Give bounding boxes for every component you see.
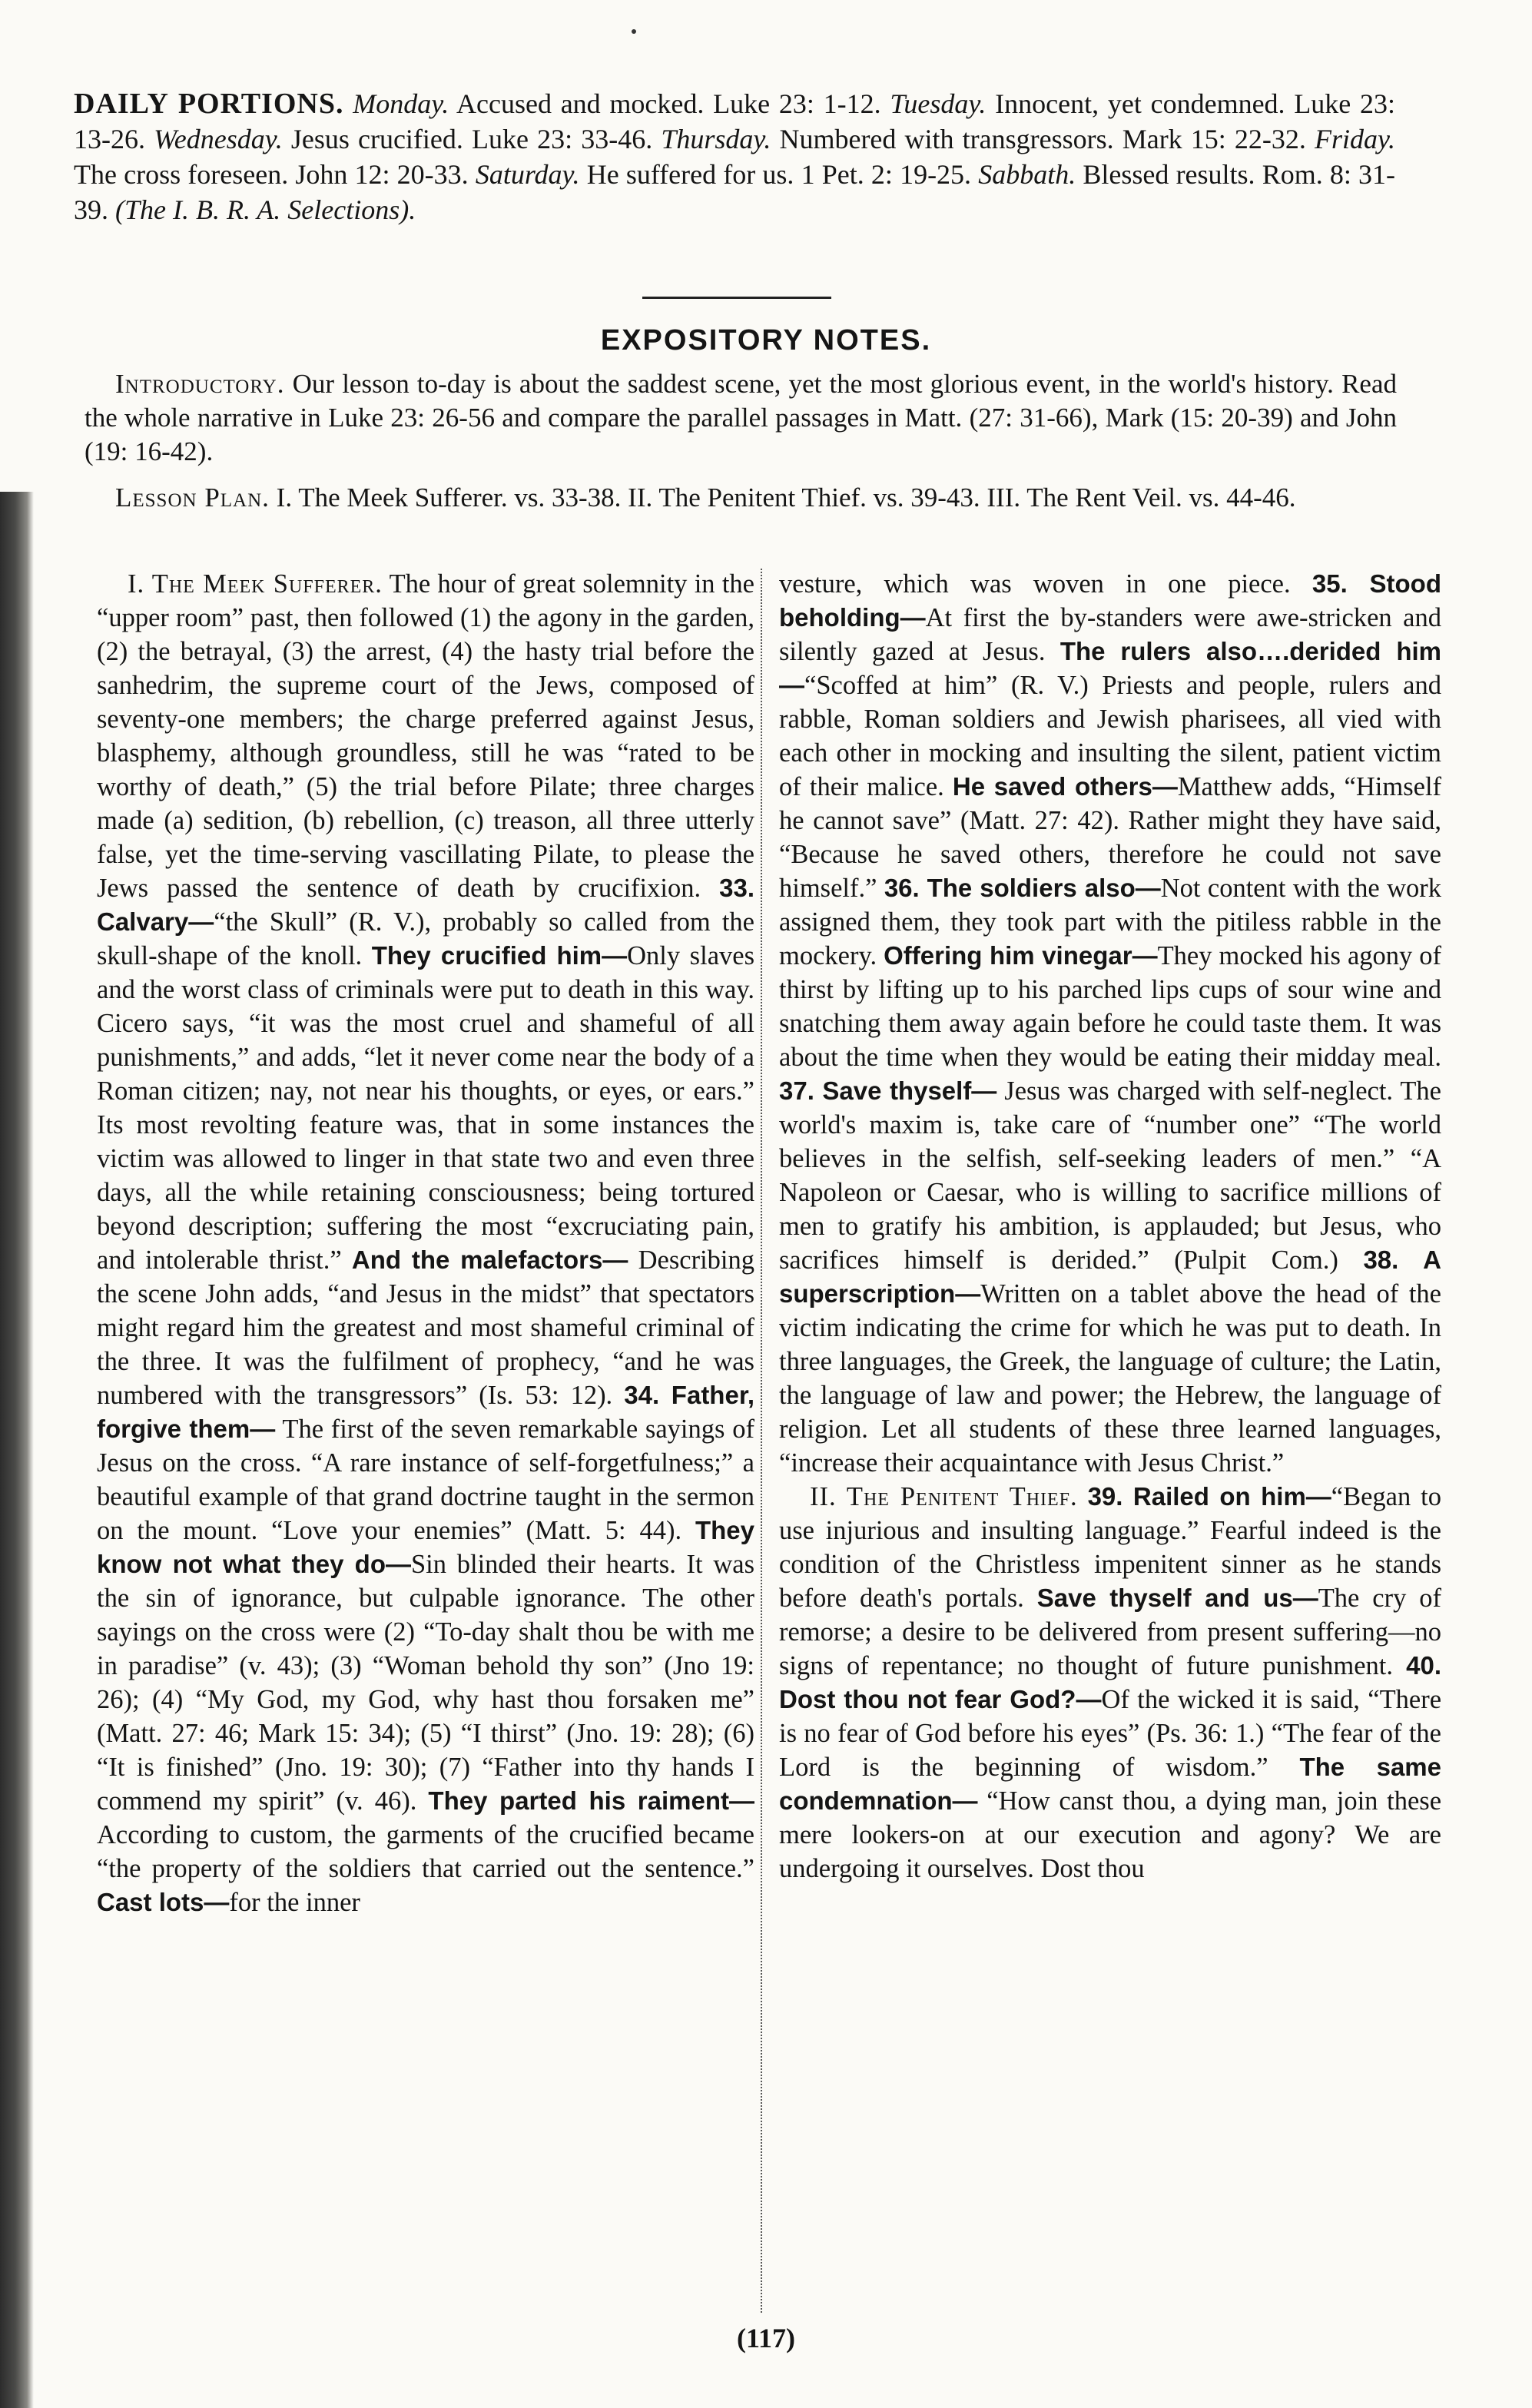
penitent-thief-paragraph xyxy=(779,1480,1441,1886)
keyword-soldiers-also: 36. The soldiers also— xyxy=(884,874,1161,902)
body-text: They mocked his agony of thirst by lifting up to his parched lips cups of sour wine and snatching them away again before he could taste them. It was about the time when they would be eating their midday meal. xyxy=(779,941,1442,1072)
day-friday: Friday. xyxy=(1315,124,1395,154)
body-text: At first the by-standers were awe-stricken and silently gazed at Jesus. xyxy=(779,603,1441,666)
introductory-paragraph xyxy=(85,367,1397,469)
keyword-save-thyself: 37. Save thyself— xyxy=(779,1076,997,1105)
selections-credit: (The I. B. R. A. Selections). xyxy=(115,194,416,225)
body-text: vesture, which was woven in one piece. xyxy=(779,569,1291,599)
day-tuesday: Tuesday. xyxy=(890,88,987,119)
day-saturday: Saturday. xyxy=(475,159,580,190)
reading-wednesday: Jesus crucified. Luke 23: 33-46. xyxy=(290,124,653,154)
keyword-stood-beholding: 35. Stood beholding— xyxy=(779,569,1441,632)
day-thursday: Thursday. xyxy=(661,124,771,154)
reading-monday: Accused and mocked. Luke 23: 1-12. xyxy=(456,88,881,119)
reading-friday: The cross foreseen. John 12: 20-33. xyxy=(74,159,469,190)
reading-sabbath: Blessed results. Rom. 8: 31-39. xyxy=(74,159,1396,225)
day-monday: Monday. xyxy=(353,88,449,119)
body-text: Matthew adds, “Himself he cannot save” (Matt. 27: 42). Rather might they have said, “Because he saved others, therefore he could not save himself.” xyxy=(779,772,1442,903)
body-text: Describing the scene John adds, “and Jesus in the midst” that spectators might regard him the greatest and most shameful criminal of the three. It was the fulfilment of prophecy, “and he was numbered with the transgressors” (Is. 53: 12). xyxy=(97,1245,754,1410)
keyword-father-forgive: 34. Father, forgive them— xyxy=(97,1381,755,1443)
body-text: for the inner xyxy=(229,1888,360,1917)
body-text: The first of the seven remarkable sayings of Jesus on the cross. “A rare instance of self-forgetfulness;” a beautiful example of that grand doctrine taught in the sermon on the mount. “Love your enemies” (Matt. 5: 44). xyxy=(97,1415,754,1545)
body-text: Not content with the work assigned them, they took part with the pitiless rabble in the mockery. xyxy=(779,874,1441,970)
day-sabbath: Sabbath. xyxy=(978,159,1076,190)
lesson-plan-label: Lesson Plan. xyxy=(115,483,270,512)
introductory-label: Introductory. xyxy=(115,369,285,399)
keyword-parted-raiment: They parted his raiment— xyxy=(428,1786,754,1815)
introductory-text: Our lesson to-day is about the saddest scene, yet the most glorious event, in the world's history. Read the whole narrative in Luke 23: 26-56 and compare the parallel passages in Matt. (27: 31-66), Mark (15: 20-39) and John (19: 16-42). xyxy=(85,369,1397,466)
body-text: The cry of remorse; a desire to be delivered from present suffering—no signs of repentance; no thought of future punishment. xyxy=(779,1584,1441,1680)
keyword-rulers-derided: The rulers also….derided him— xyxy=(779,637,1442,699)
keyword-crucified: They crucified him— xyxy=(371,941,628,970)
keyword-malefactors: And the malefactors— xyxy=(351,1245,628,1274)
keyword-fear-god: 40. Dost thou not fear God?— xyxy=(779,1651,1441,1713)
keyword-know-not: They know not what they do— xyxy=(97,1516,754,1578)
reading-tuesday: Innocent, yet condemned. Luke 23: 13-26. xyxy=(74,88,1396,154)
body-text: “How canst thou, a dying man, join these mere lookers-on at our execution and agony? We are undergoing it ourselves. Dost thou xyxy=(779,1786,1442,1883)
column-divider xyxy=(761,569,762,2313)
keyword-save-thyself-and-us: Save thyself and us— xyxy=(1036,1584,1318,1612)
right-column-text xyxy=(779,567,1441,1480)
keyword-same-condemnation: The same condemnation— xyxy=(779,1753,1441,1815)
scan-speck xyxy=(632,29,636,34)
daily-portions-heading: DAILY PORTIONS. xyxy=(74,88,344,120)
page-number: (117) xyxy=(737,2323,795,2353)
reading-saturday: He suffered for us. 1 Pet. 2: 19-25. xyxy=(586,159,972,190)
daily-portions xyxy=(74,86,1395,227)
section-heading-penitent-thief: II. The Penitent Thief. xyxy=(810,1482,1078,1511)
keyword-superscription: 38. A superscription— xyxy=(779,1245,1442,1308)
section-heading-meek-sufferer: I. The Meek Sufferer. xyxy=(128,569,383,599)
keyword-railed: 39. Railed on him— xyxy=(1087,1482,1331,1511)
body-text: Sin blinded their hearts. It was the sin of ignorance, but culpable ignorance. The other sayings on the cross were (2) “To-day shalt thou be with me in paradise” (v. 43); (3) “Woman behold thy son” (Jno 19: 26); (4) “My God, my God, why hast thou forsaken me” (Matt. 27: 46; Mark 15: 34); (5) “I thirst” (Jno. 19: 28); (6) “It is finished” (Jno. 19: 30); (7) “Father into thy hands I commend my spirit” (v. 46). xyxy=(97,1550,754,1816)
lesson-plan-paragraph xyxy=(85,481,1397,515)
keyword-cast-lots: Cast lots— xyxy=(97,1888,230,1916)
body-text: Of the wicked it is said, “There is no fear of God before his eyes” (Ps. 36: 1.) “The fear of the Lord is the beginning of wisdom.” xyxy=(779,1685,1442,1782)
body-text: The hour of great solemnity in the “upper room” past, then followed (1) the agony in the garden, (2) the betrayal, (3) the arrest, (4) the hasty trial before the sanhedrim, the supreme court of the Jews, composed of seventy-one members; the charge preferred against Jesus, blasphemy, although groundless, still he was “rated to be worthy of death,” (5) the trial before Pilate; three charges made (a) sedition, (b) rebellion, (c) treason, all three utterly false, yet the time-serving vascillating Pilate, to please the Jews passed the sentence of death by crucifixion. xyxy=(97,569,754,903)
right-column xyxy=(779,567,1441,1886)
keyword-saved-others: He saved others— xyxy=(952,772,1178,801)
keyword-offering-vinegar: Offering him vinegar— xyxy=(884,941,1158,970)
reading-thursday: Numbered with transgressors. Mark 15: 22-32. xyxy=(779,124,1306,154)
introduction xyxy=(85,367,1397,527)
body-text: “Began to use injurious and insulting language.” Fearful indeed is the condition of the Christless impenitent sinner as he stands before death's portals. xyxy=(779,1482,1441,1613)
left-column-text xyxy=(97,567,754,1919)
body-text: “Scoffed at him” (R. V.) Priests and people, rulers and rabble, Roman soldiers and Jewish pharisees, all vied with each other in mocking and insulting the silent, patient victim of their malice. xyxy=(779,671,1441,801)
body-text: Jesus was charged with self-neglect. The world's maxim is, take care of “number one” “The world believes in the selfish, self-seeking leaders of men.” “A Napoleon or Caesar, who is willing to sacrifice millions of men to gratify his ambition, is applauded; but Jesus, who sacrifices himself is derided.” (Pulpit Com.) xyxy=(779,1076,1441,1275)
page-title: EXPOSITORY NOTES. xyxy=(600,324,932,357)
body-text: Only slaves and the worst class of criminals were put to death in this way. Cicero says, “it was the most cruel and shameful of all punishments,” and adds, “let it never come near the body of a Roman citizen; nay, not near his thoughts, or eyes, or ears.” Its most revolting feature was, that in some instances the victim was allowed to linger in that state two and even three days, all the while retaining consciousness; being tortured beyond description; suffering the most “excruciating pain, and intolerable thrist.” xyxy=(97,941,754,1275)
body-text: Written on a tablet above the head of the victim indicating the crime for which he was put to death. In three languages, the Greek, the language of culture; the Latin, the language of law and power; the Hebrew, the language of religion. Let all students of these three learned languages, “increase their acquaintance with Jesus Christ.” xyxy=(779,1279,1441,1478)
keyword-calvary: 33. Calvary— xyxy=(97,874,754,936)
day-wednesday: Wednesday. xyxy=(154,124,283,154)
lesson-plan-text: I. The Meek Sufferer. vs. 33-38. II. The Penitent Thief. vs. 39-43. III. The Rent Veil. vs. 44-46. xyxy=(276,483,1296,512)
body-text: According to custom, the garments of the crucified became “the property of the soldiers that carried out the sentence.” xyxy=(97,1820,754,1883)
body-text: “the Skull” (R. V.), probably so called from the skull-shape of the knoll. xyxy=(97,907,754,970)
section-divider xyxy=(642,297,831,299)
scan-binding-shadow xyxy=(0,492,34,2408)
left-column xyxy=(97,567,754,1919)
